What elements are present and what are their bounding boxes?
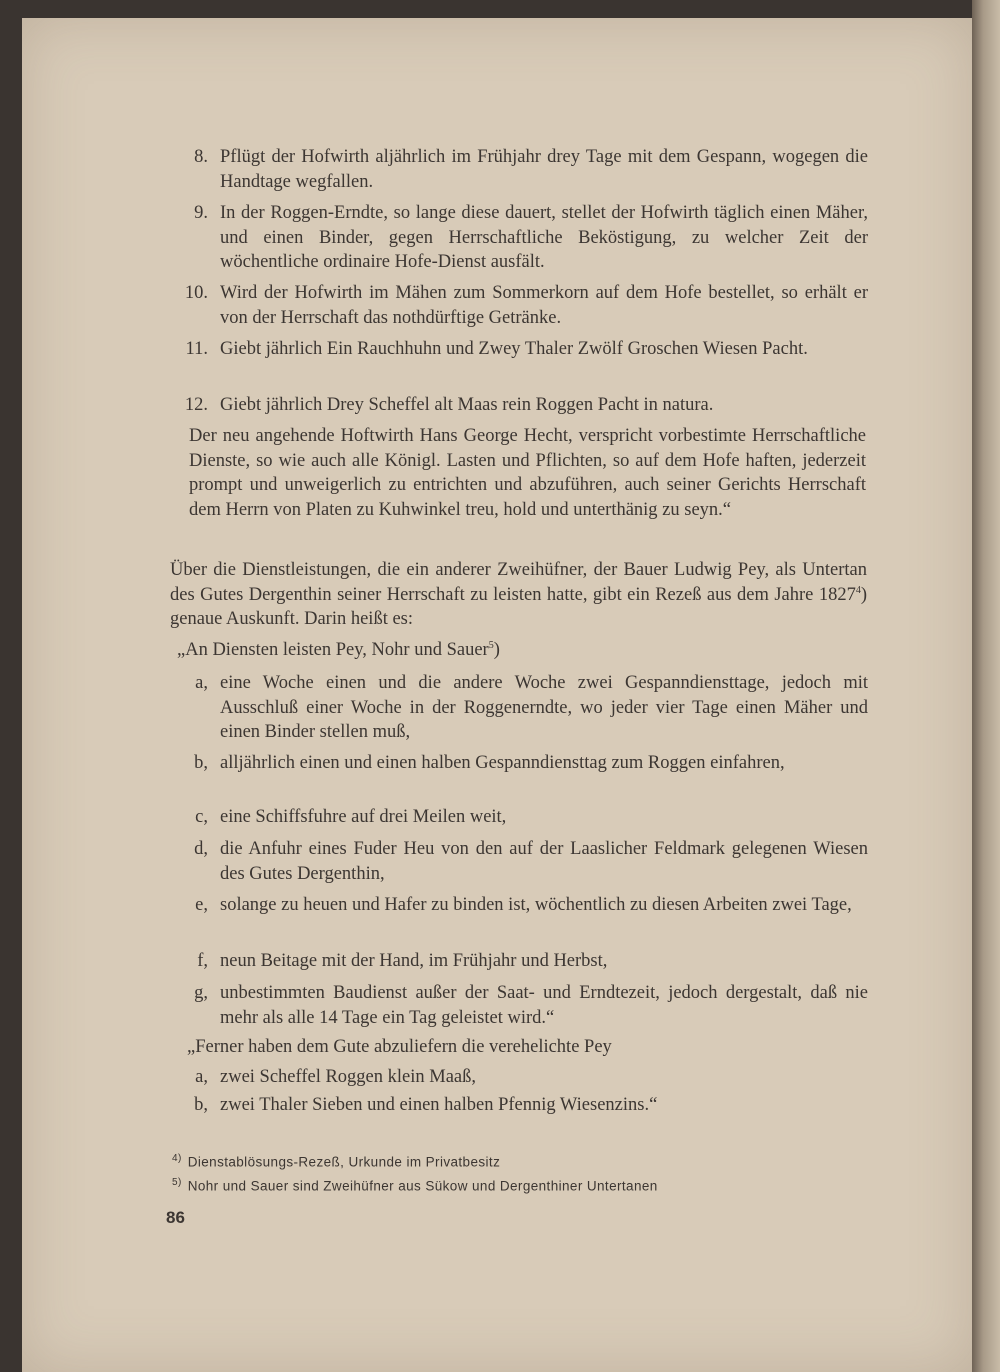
item-letter: c, — [195, 807, 208, 827]
item-letter: g, — [194, 983, 208, 1003]
item-number: 8. — [194, 147, 208, 167]
list-item — [172, 1065, 868, 1090]
footnote-text: Nohr und Sauer sind Zweihüfner aus Sükow und Dergenthiner Untertanen — [187, 1178, 658, 1194]
item-text: unbestimmten Baudienst außer der Saat- und Erndtezeit, jedoch dergestalt, daß nie mehr als alle 14 Tage ein Tag geleistet wird.“ — [220, 983, 868, 1028]
quote-intro — [177, 638, 867, 663]
item-letter: f, — [197, 951, 208, 971]
paragraph-hecht: Der neu angehende Hoftwirth Hans George Hecht, verspricht vorbestimte Herrschaftliche Dienste, so wie auch alle Königl. Lasten und Pflichten, so auf dem Hofe haften, jederzeit prompt und unweigerlich zu entrichten und abzuführen, auch seiner Gerichts Herrschaft dem Herrn von Platen zu Kuhwinkel treu, hold und unterthänig zu seyn.“ — [189, 426, 866, 520]
list-item — [172, 281, 868, 330]
paragraph-pey-text: Über die Dienstleistungen, die ein anderer Zweihüfner, der Bauer Ludwig Pey, als Untertan des Gutes Dergenthin seiner Herrschaft zu leisten hatte, gibt ein Rezeß aus dem Jahre 1827 — [170, 560, 867, 605]
item-text: eine Schiffsfuhre auf drei Meilen weit, — [220, 807, 507, 827]
footnote-text: Dienstablösungs-Rezeß, Urkunde im Privatbesitz — [187, 1154, 501, 1170]
item-text: In der Roggen-Erndte, so lange diese dauert, stellet der Hofwirth täglich einen Mäher, und einen Binder, gegen Herrschaftliche Beköstigung, zu welcher Zeit der wöchentliche ordinaire Hofe-Dienst ausfält. — [220, 203, 868, 272]
item-letter: b, — [194, 1095, 208, 1115]
item-number: 12. — [184, 395, 208, 415]
item-letter: d, — [194, 839, 208, 859]
book-spine — [972, 0, 1000, 1372]
footnote-mark: 5) — [172, 1177, 182, 1188]
item-number: 10. — [184, 283, 208, 303]
list-item — [172, 393, 868, 418]
item-letter: a, — [195, 673, 208, 693]
item-letter: b, — [194, 753, 208, 773]
book-page — [22, 18, 972, 1372]
footnote-ref-5: 5 — [488, 639, 494, 651]
list-item — [172, 949, 868, 974]
footnote — [172, 1171, 872, 1199]
item-letter: e, — [195, 895, 208, 915]
item-text: zwei Thaler Sieben und einen halben Pfennig Wiesenzins.“ — [220, 1095, 658, 1115]
item-text: Giebt jährlich Drey Scheffel alt Maas rein Roggen Pacht in natura. — [220, 395, 714, 415]
item-number: 11. — [185, 339, 208, 359]
paragraph-pey — [170, 558, 867, 632]
list-item — [172, 671, 868, 745]
item-text: solange zu heuen und Hafer zu binden ist, wöchentlich zu diesen Arbeiten zwei Tage, — [220, 895, 852, 915]
list-item — [172, 751, 868, 776]
list-item — [172, 1093, 868, 1118]
quote-intro-end: ) — [493, 640, 500, 660]
page-text — [22, 18, 972, 1372]
item-text: Giebt jährlich Ein Rauchhuhn und Zwey Thaler Zwölf Groschen Wiesen Pacht. — [220, 339, 808, 359]
page-number: 86 — [166, 1208, 185, 1227]
item-letter: a, — [195, 1067, 208, 1087]
item-text: Pflügt der Hofwirth aljährlich im Frühjahr drey Tage mit dem Gespann, wogegen die Handtage wegfallen. — [220, 147, 868, 192]
footnote-mark: 4) — [172, 1153, 182, 1164]
list-item — [172, 893, 868, 918]
item-text: neun Beitage mit der Hand, im Frühjahr und Herbst, — [220, 951, 608, 971]
item-text: eine Woche einen und die andere Woche zwei Gespanndiensttage, jedoch mit Ausschluß einer Woche in der Roggenerndte, wo jeder vier Tage einen Mäher und einen Binder stellen muß, — [220, 673, 868, 742]
item-text: Wird der Hofwirth im Mähen zum Sommerkorn auf dem Hofe bestellet, so erhält er von der Herrschaft das nothdürftige Getränke. — [220, 283, 868, 328]
quote-intro-text: „An Diensten leisten Pey, Nohr und Sauer — [177, 640, 489, 660]
list-item — [172, 981, 868, 1030]
list-item — [172, 145, 868, 194]
footnote-ref-4: 4 — [855, 584, 861, 596]
list-item — [172, 201, 868, 275]
item-text: alljährlich einen und einen halben Gespanndiensttag zum Roggen einfahren, — [220, 753, 785, 773]
item-number: 9. — [194, 203, 208, 223]
paragraph-pey-text-end: ) genaue Auskunft. Darin heißt es: — [170, 584, 867, 629]
list-item — [172, 337, 868, 362]
item-text: die Anfuhr eines Fuder Heu von den auf der Laaslicher Feldmark gelegenen Wiesen des Gutes Dergenthin, — [220, 839, 868, 884]
quote-ferner: „Ferner haben dem Gute abzuliefern die verehelichte Pey — [187, 1037, 612, 1057]
list-item — [172, 837, 868, 886]
list-item — [172, 805, 868, 830]
item-text: zwei Scheffel Roggen klein Maaß, — [220, 1067, 477, 1087]
